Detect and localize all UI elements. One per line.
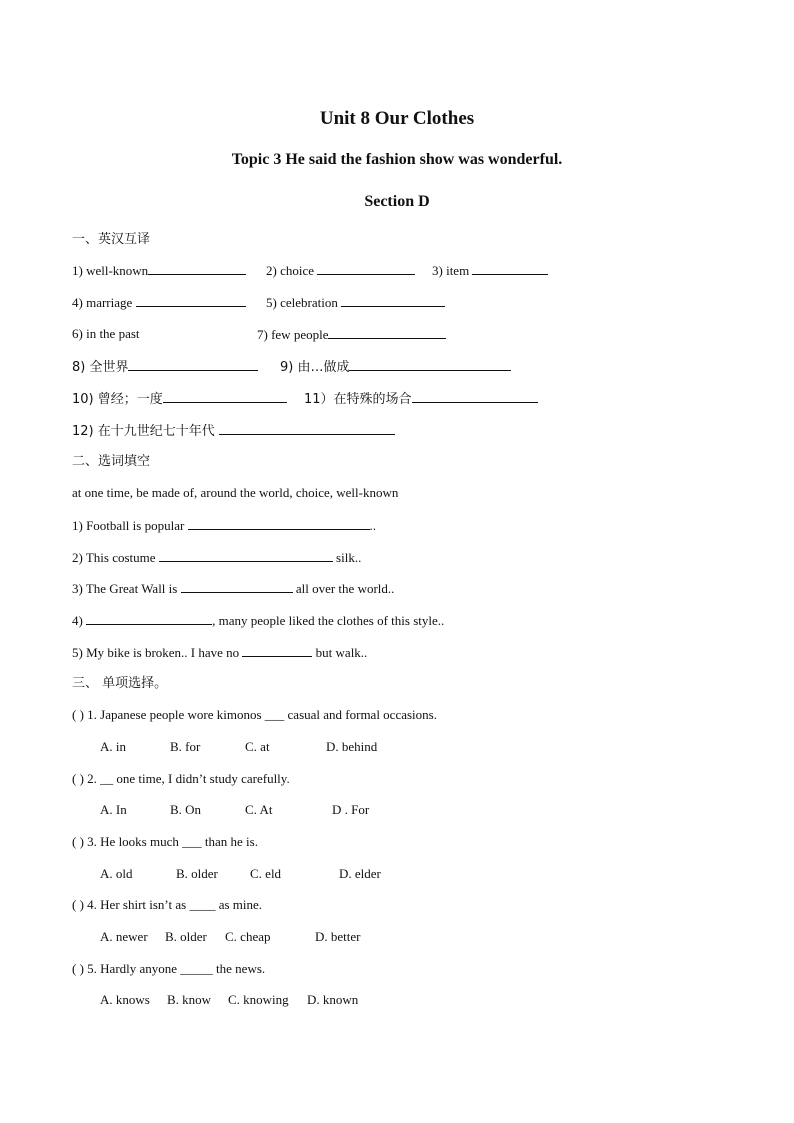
fill-item-2: 2) This costume silk.. [72,550,362,565]
option-d[interactable]: D. elder [339,866,381,881]
answer-blank[interactable] [412,390,538,403]
option-a[interactable]: A. old [100,866,133,881]
option-d[interactable]: D. known [307,992,359,1007]
fill-item-5: 5) My bike is broken.. I have no but walk.. [72,645,368,660]
option-c[interactable]: C. knowing [228,992,289,1007]
vocab-item-2: 2) choice [266,262,415,279]
fill-item-3: 3) The Great Wall is all over the world.. [72,581,395,596]
vocab-item-7: 7) few people [257,326,446,343]
vocab-item-10: 10) 曾经；一度 [72,390,287,408]
answer-blank[interactable] [136,294,246,307]
option-b[interactable]: B. older [165,929,207,944]
vocab-item-5: 5) celebration [266,294,445,311]
fill-item-1: 1) Football is popular .. [72,518,377,533]
answer-blank[interactable] [341,294,445,307]
option-a[interactable]: A. knows [100,992,150,1007]
part3-heading: 三、 单项选择。 [72,676,168,691]
option-d[interactable]: D. behind [326,739,378,754]
question-2-stem: ( ) 2. __ one time, I didn’t study carefully. [72,771,290,786]
option-c[interactable]: C. cheap [225,929,271,944]
answer-blank[interactable] [181,580,293,593]
part1-heading: 一、英汉互译 [72,232,151,247]
answer-blank[interactable] [349,358,511,371]
answer-blank[interactable] [188,517,370,530]
topic-title: Topic 3 He said the fashion show was wonderful. [231,151,563,168]
option-a[interactable]: A. newer [100,929,148,944]
fill-item-4: 4) , many people liked the clothes of this style.. [72,613,445,628]
option-c[interactable]: C. at [245,739,270,754]
vocab-item-3: 3) item [432,262,548,279]
answer-blank[interactable] [472,262,548,275]
answer-blank[interactable] [159,549,333,562]
vocab-item-12: 12) 在十九世纪七十年代 [72,422,395,440]
answer-blank[interactable] [242,644,312,657]
answer-blank[interactable] [148,262,246,275]
vocab-item-1: 1) well-known [72,262,246,279]
option-d[interactable]: D . For [332,802,370,817]
option-b[interactable]: B. for [170,739,201,754]
vocab-item-8: 8) 全世界 [72,358,258,376]
option-b[interactable]: B. On [170,802,202,817]
part2-heading: 二、选词填空 [72,454,151,469]
option-a[interactable]: A. in [100,739,126,754]
question-5-stem: ( ) 5. Hardly anyone _____ the news. [72,961,266,976]
option-b[interactable]: B. older [176,866,218,881]
answer-blank[interactable] [328,326,446,339]
question-4-stem: ( ) 4. Her shirt isn’t as ____ as mine. [72,897,263,912]
word-bank: at one time, be made of, around the world, choice, well-known [72,485,399,500]
page-title: Unit 8 Our Clothes [319,108,475,129]
option-b[interactable]: B. know [167,992,212,1007]
option-c[interactable]: C. At [245,802,273,817]
option-a[interactable]: A. In [100,802,127,817]
option-c[interactable]: C. eld [250,866,282,881]
answer-blank[interactable] [128,358,258,371]
section-title: Section D [364,193,430,210]
vocab-item-6: 6) in the past [72,326,140,341]
answer-blank[interactable] [317,262,415,275]
vocab-item-9: 9) 由…做成 [280,358,511,376]
vocab-item-4: 4) marriage [72,294,246,311]
question-3-stem: ( ) 3. He looks much ___ than he is. [72,834,258,849]
option-d[interactable]: D. better [315,929,361,944]
question-1-stem: ( ) 1. Japanese people wore kimonos ___ casual and formal occasions. [72,707,437,722]
answer-blank[interactable] [219,422,395,435]
answer-blank[interactable] [86,612,212,625]
vocab-item-11: 11）在特殊的场合 [304,390,538,408]
answer-blank[interactable] [163,390,287,403]
